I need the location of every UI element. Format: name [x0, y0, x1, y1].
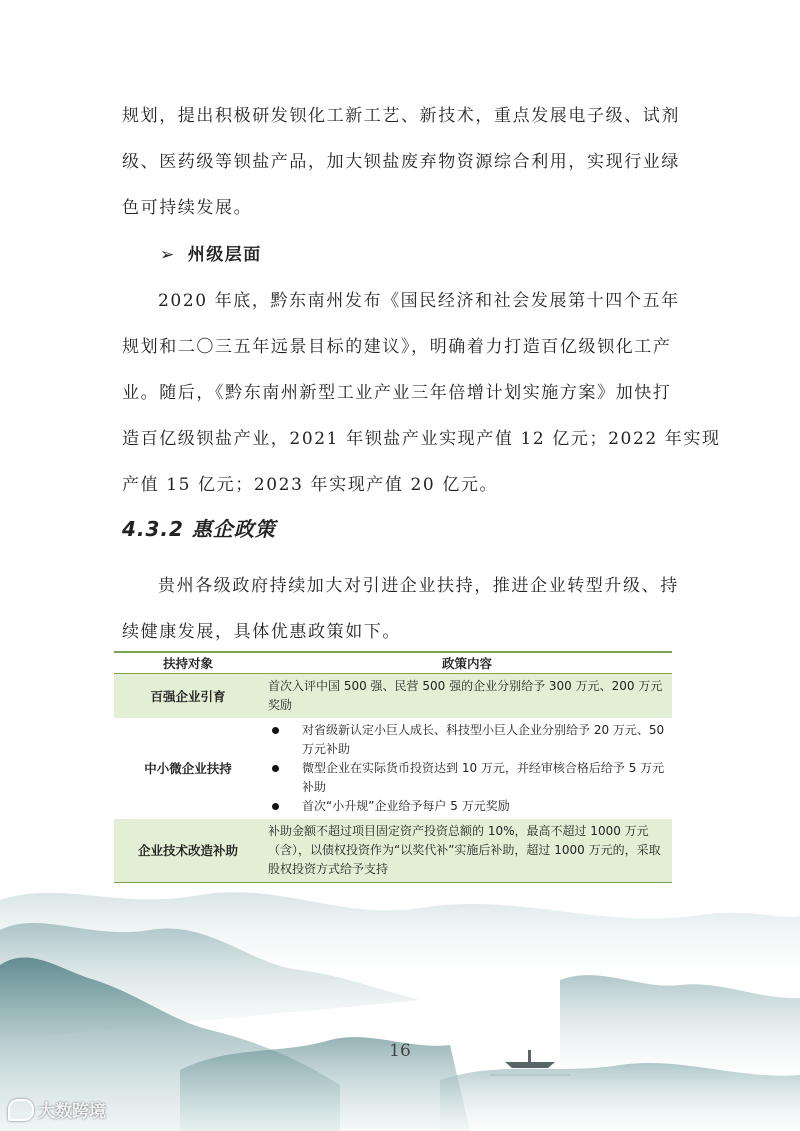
list-item: [268, 797, 666, 816]
text-line: 业。随后，《黔东南州新型工业产业三年倍增计划实施方案》加快打: [122, 383, 672, 403]
state-level-subheading: [160, 232, 262, 278]
list-item: [268, 721, 666, 759]
bullet-dot-icon: [272, 727, 279, 734]
table-row: [114, 674, 672, 719]
intro-paragraph: [122, 93, 678, 231]
text-line: 规划和二〇三五年远景目标的建议》，明确着力打造百亿级钡化工产: [122, 337, 672, 357]
row-content: [262, 718, 672, 819]
list-item-text: 首次“小升规”企业给予每户 5 万元奖励: [302, 799, 510, 813]
policy-table: [114, 651, 672, 883]
boat-shape: [505, 1062, 555, 1068]
text-line: 2020 年底，黔东南州发布《国民经济和社会发展第十四个五年: [158, 291, 680, 311]
list-item-text: 微型企业在实际货币投资达到 10 万元，并经审核合格后给予 5 万元补助: [302, 761, 665, 794]
state-paragraph: [122, 278, 721, 508]
text-line: 规划，提出积极研发钡化工新工艺、新技术，重点发展电子级、试剂: [122, 106, 680, 126]
text-line: 级、医药级等钡盐产品，加大钡盐废弃物资源综合利用，实现行业绿: [122, 152, 680, 172]
header-target: 扶持对象: [114, 652, 262, 674]
text-line: 贵州各级政府持续加大对引进企业扶持，推进企业转型升级、持: [158, 576, 679, 596]
row-content: 首次入评中国 500 强、民营 500 强的企业分别给予 300 万元、200 万元奖励: [262, 674, 672, 719]
section-title: 4.3.2 惠企政策: [122, 517, 276, 541]
bullet-dot-icon: [272, 765, 279, 772]
chat-bubble-icon: [8, 1099, 34, 1121]
list-item: [268, 759, 666, 797]
text-line: 续健康发展，具体优惠政策如下。: [122, 622, 401, 642]
table-header-row: [114, 652, 672, 674]
table-row: [114, 718, 672, 819]
bullet-list: [268, 721, 666, 816]
header-content: 政策内容: [262, 652, 672, 674]
bullet-dot-icon: [272, 803, 279, 810]
subheading-text: 州级层面: [187, 245, 262, 265]
watermark: [8, 1097, 106, 1122]
ink-landscape-illustration: [0, 870, 800, 1131]
watermark-text: 大数跨境: [38, 1102, 106, 1122]
text-line: 产值 15 亿元；2023 年实现产值 20 亿元。: [122, 475, 499, 495]
row-target: 中小微企业扶持: [144, 761, 232, 776]
policy-intro-paragraph: [122, 563, 678, 655]
text-line: 造百亿级钡盐产业，2021 年钡盐产业实现产值 12 亿元；2022 年实现: [122, 429, 721, 449]
page-number: 16: [389, 1041, 411, 1061]
row-content: 补助金额不超过项目固定资产投资总额的 10%，最高不超过 1000 万元（含），以债权投资作为“以奖代补”实施后补助，超过 1000 万元的，采取股权投资方式给予支持: [262, 819, 672, 883]
text-line: 色可持续发展。: [122, 198, 253, 218]
boatman-shape: [528, 1050, 531, 1062]
right-hill-shape: [440, 1063, 800, 1131]
arrow-bullet-icon: ➢: [160, 245, 176, 265]
row-target: 百强企业引育: [114, 674, 262, 719]
row-target: 企业技术改造补助: [114, 819, 262, 883]
list-item-text: 对省级新认定小巨人成长、科技型小巨人企业分别给予 20 万元、50 万元补助: [302, 723, 665, 756]
